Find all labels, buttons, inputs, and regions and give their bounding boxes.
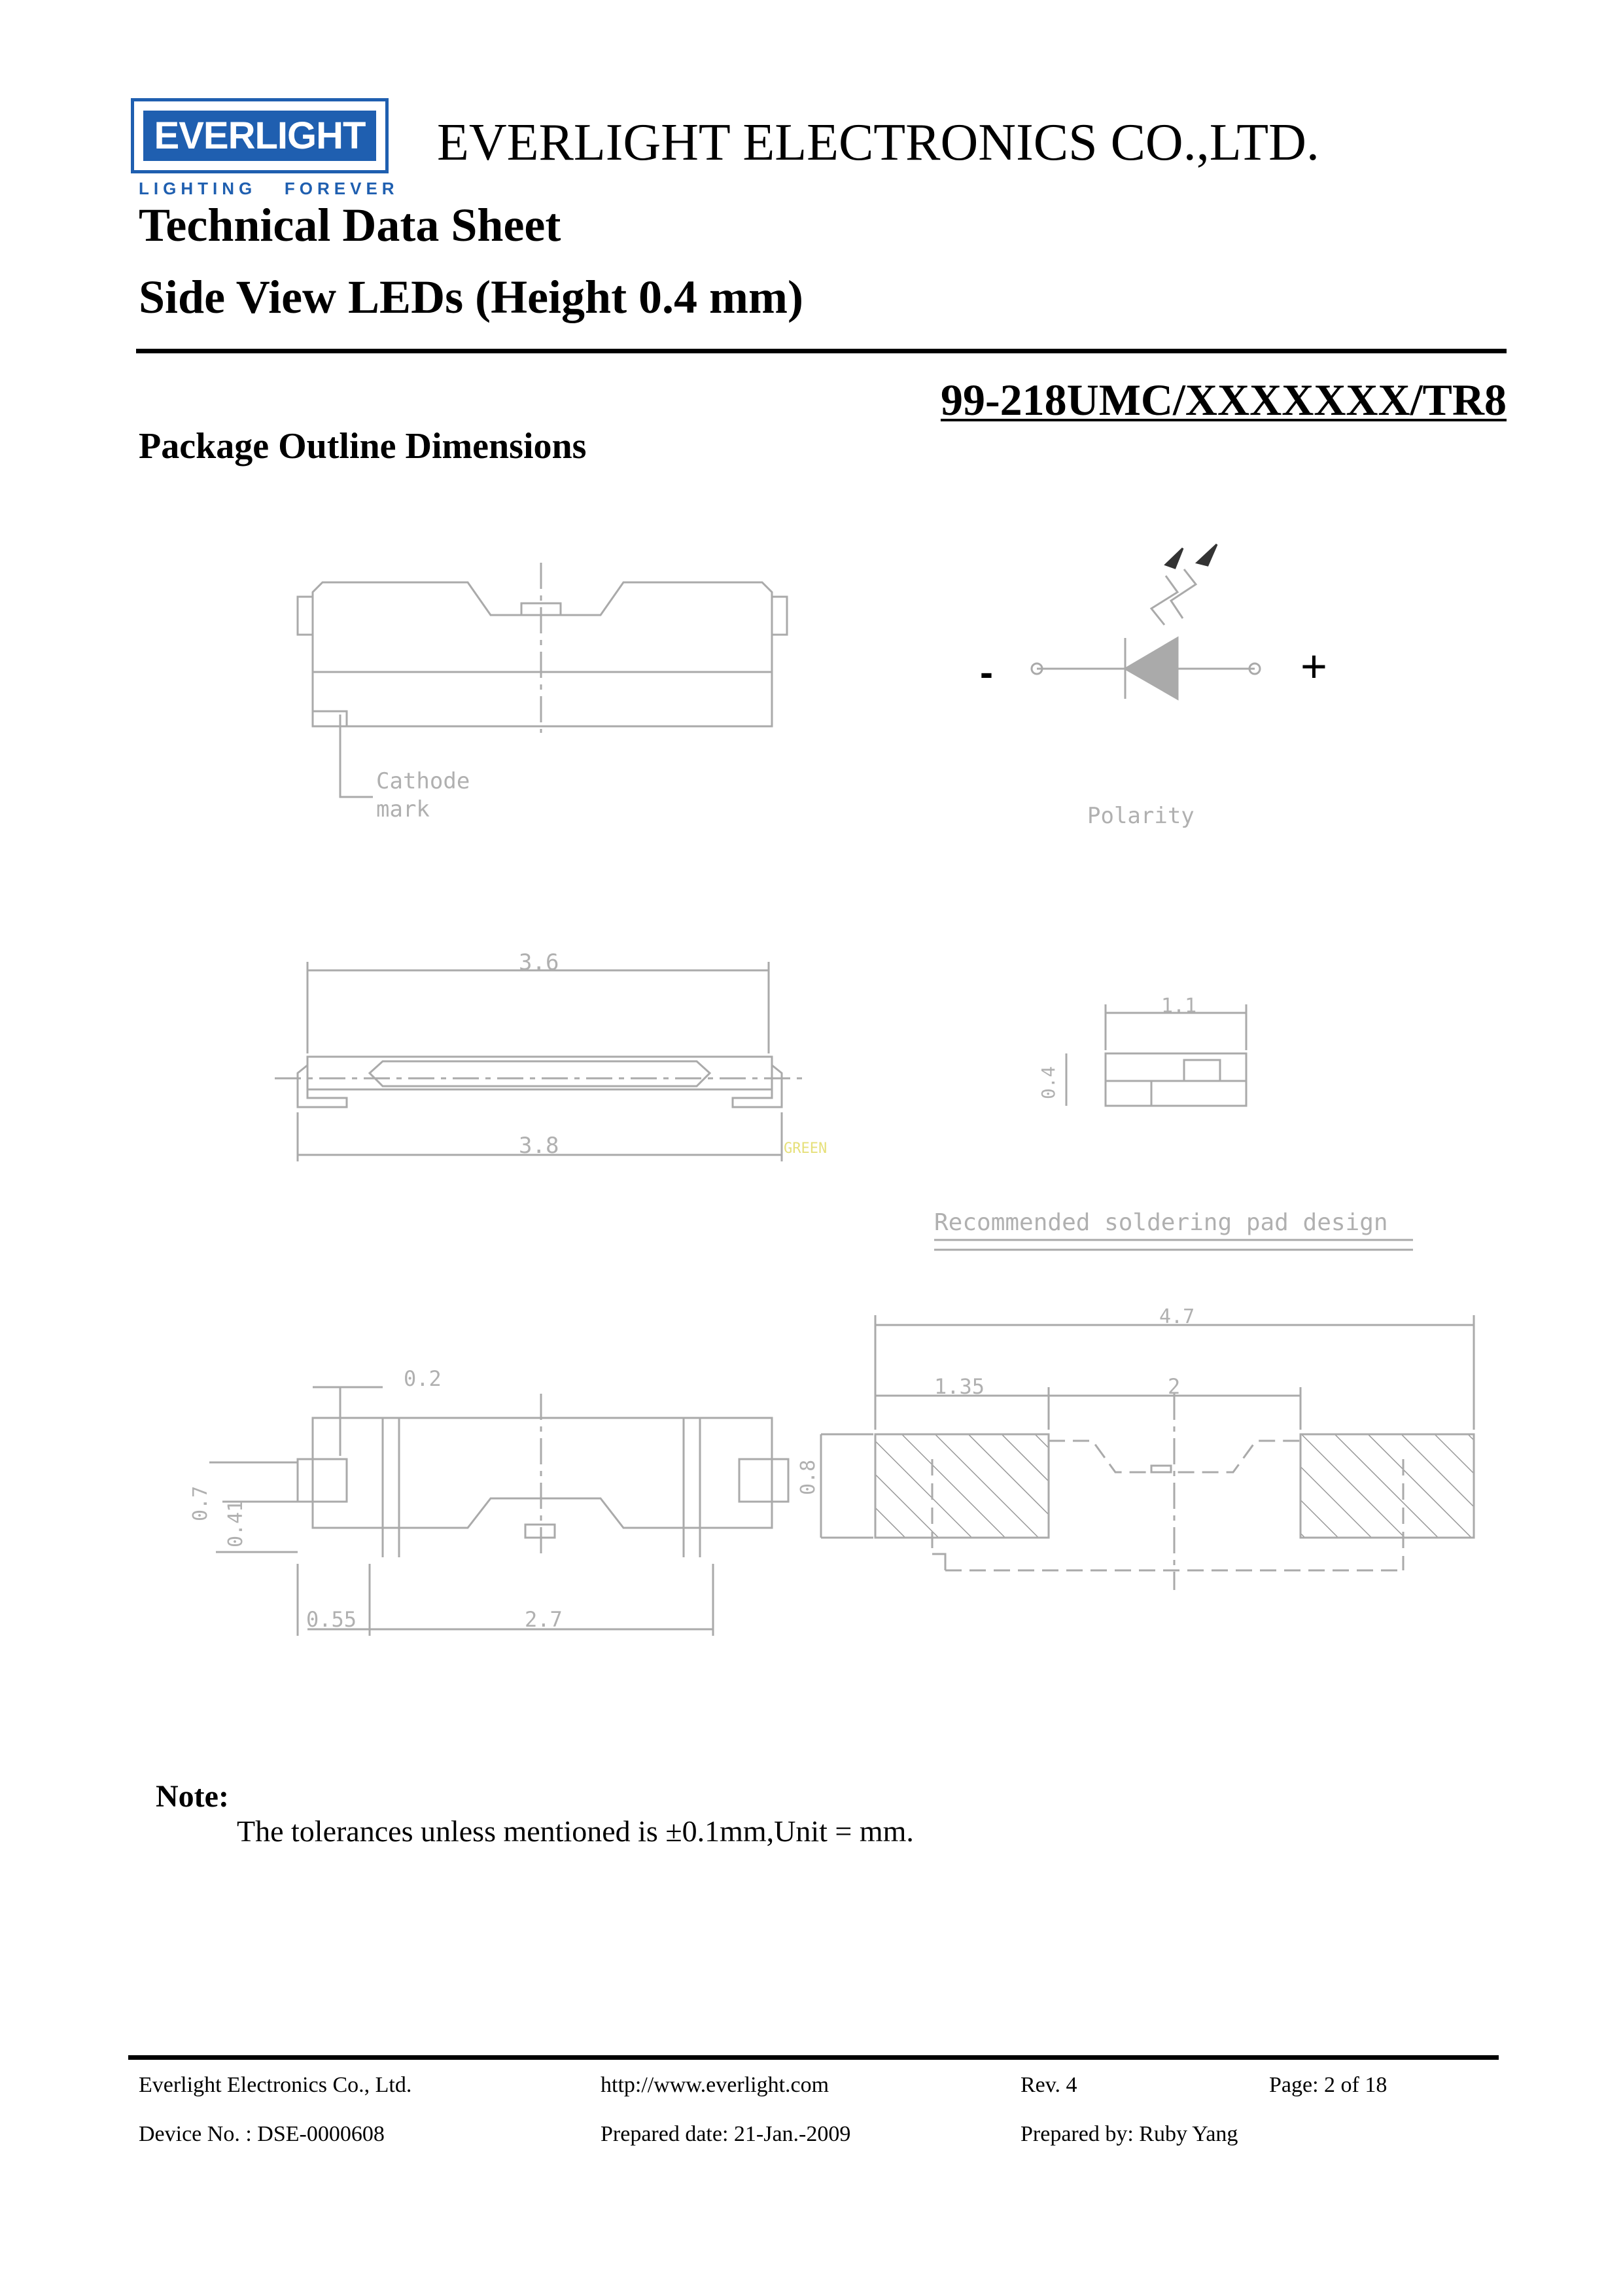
bottom-view-outline	[209, 1387, 788, 1636]
pad-design-title: Recommended soldering pad design	[934, 1209, 1388, 1236]
footer-divider	[128, 2055, 1499, 2060]
company-name: EVERLIGHT ELECTRONICS CO.,LTD.	[437, 114, 1319, 171]
footer-prepared-by: Prepared by: Ruby Yang	[1021, 2122, 1238, 2146]
dim-0-2: 0.2	[404, 1366, 442, 1391]
polarity-symbol	[1032, 544, 1260, 699]
cathode-label-line1: Cathode	[376, 768, 470, 794]
section-heading: Package Outline Dimensions	[139, 426, 587, 467]
dim-4-7: 4.7	[1159, 1305, 1195, 1328]
side-view-outline	[275, 962, 805, 1161]
solder-pad-outline	[821, 1240, 1474, 1590]
footer-device-no: Device No. : DSE-0000608	[139, 2122, 385, 2146]
dim-2: 2	[1168, 1374, 1181, 1399]
logo-tagline: LIGHTING FOREVER	[139, 179, 399, 198]
footer-revision: Rev. 4	[1021, 2073, 1077, 2097]
minus-sign: -	[980, 650, 993, 694]
dim-2-7: 2.7	[525, 1607, 563, 1632]
dim-0-7: 0.7	[189, 1485, 212, 1521]
dim-3-6: 3.6	[519, 949, 559, 976]
cathode-label-line2: mark	[376, 796, 430, 822]
dim-0-8: 0.8	[797, 1459, 820, 1495]
footer-page: Page: 2 of 18	[1269, 2073, 1387, 2097]
dim-0-55: 0.55	[306, 1607, 357, 1632]
dim-1-1: 1.1	[1161, 995, 1197, 1017]
footer-prepared-date: Prepared date: 21-Jan.-2009	[601, 2122, 851, 2146]
dim-0-41: 0.41	[224, 1500, 247, 1547]
logo-text: EVERLIGHT	[143, 111, 376, 161]
note-heading: Note:	[156, 1779, 229, 1814]
part-number: 99-218UMC/XXXXXXX/TR8	[940, 375, 1507, 425]
plus-sign: +	[1300, 641, 1327, 692]
footer-url[interactable]: http://www.everlight.com	[601, 2073, 829, 2097]
top-view-outline	[298, 563, 787, 797]
dim-1-35: 1.35	[934, 1374, 985, 1399]
note-text: The tolerances unless mentioned is ±0.1mm,Unit = mm.	[237, 1814, 914, 1848]
document-subtitle: Side View LEDs (Height 0.4 mm)	[139, 271, 803, 323]
dim-3-8: 3.8	[519, 1133, 559, 1159]
dim-0-4: 0.4	[1038, 1066, 1059, 1099]
end-view-outline	[1066, 1004, 1246, 1106]
stray-label: GREEN	[784, 1140, 828, 1157]
document-title: Technical Data Sheet	[139, 199, 561, 251]
footer-company: Everlight Electronics Co., Ltd.	[139, 2073, 412, 2097]
polarity-label: Polarity	[1087, 803, 1195, 829]
